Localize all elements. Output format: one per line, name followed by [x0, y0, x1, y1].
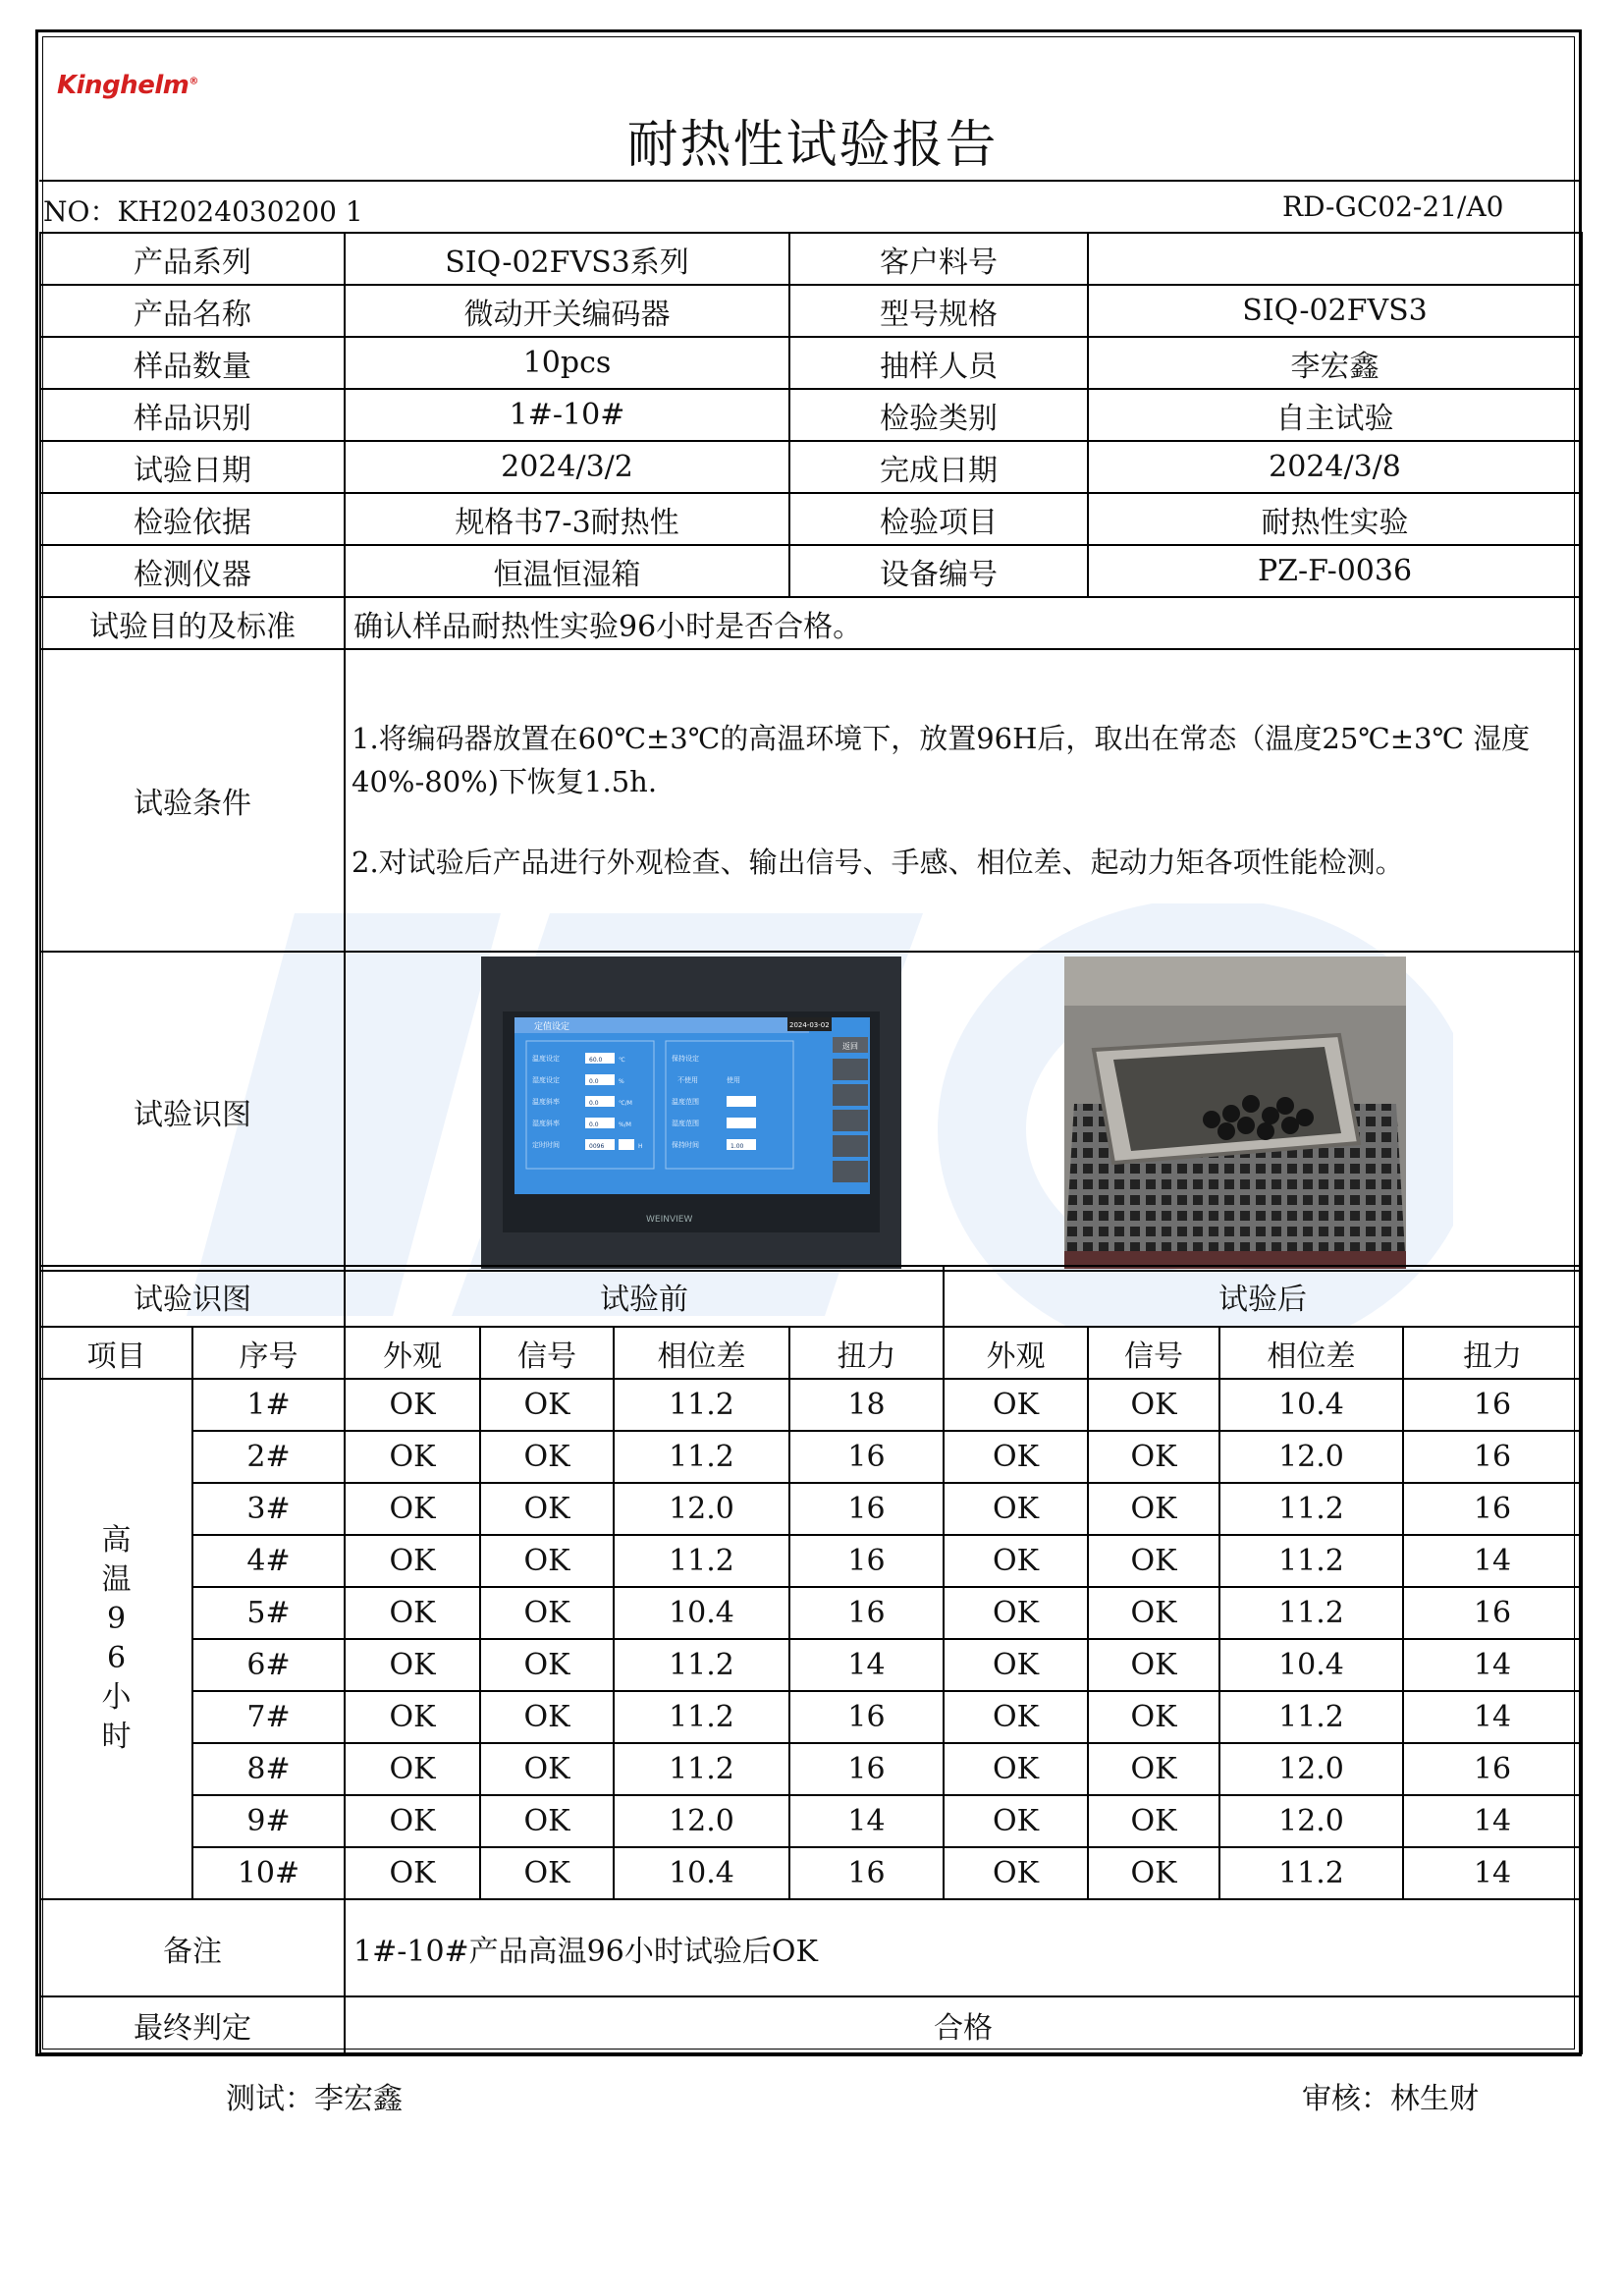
- conditions-label: 试验条件: [40, 649, 345, 952]
- after-phase-diff: 11.2: [1219, 1691, 1403, 1743]
- table-row: [40, 1847, 1582, 1899]
- after-appearance: OK: [944, 1847, 1088, 1899]
- table-row: [40, 1795, 1582, 1847]
- svg-text:%: %: [619, 1078, 624, 1085]
- purpose-label: 试验目的及标准: [40, 597, 345, 649]
- after-appearance: OK: [944, 1535, 1088, 1587]
- info-row: [40, 233, 1582, 285]
- after-torque: 16: [1403, 1483, 1582, 1535]
- before-torque: 16: [789, 1431, 944, 1483]
- after-torque: 16: [1403, 1587, 1582, 1639]
- before-signal: OK: [480, 1795, 614, 1847]
- report-title: 耐热性试验报告: [626, 116, 999, 175]
- before-appearance: OK: [345, 1743, 480, 1795]
- reviewer-signature: 审核：林生财: [1302, 2082, 1479, 2116]
- table-row: [40, 1587, 1582, 1639]
- svg-text:保持时间: 保持时间: [672, 1141, 699, 1149]
- info-label: 产品名称: [40, 285, 345, 337]
- sample-id: 2#: [192, 1431, 345, 1483]
- info-label: 产品系列: [40, 233, 345, 285]
- after-appearance: OK: [944, 1795, 1088, 1847]
- column-header: 外观: [944, 1327, 1088, 1379]
- oven-tray-photo: [1064, 957, 1406, 1269]
- column-header: 信号: [480, 1327, 614, 1379]
- after-signal: OK: [1088, 1535, 1219, 1587]
- info-label: 设备编号: [789, 545, 1088, 597]
- info-value: 自主试验: [1088, 389, 1582, 441]
- after-appearance: OK: [944, 1691, 1088, 1743]
- info-row: [40, 389, 1582, 441]
- kinghelm-logo: Kinghelm®: [57, 71, 198, 100]
- after-torque: 14: [1403, 1691, 1582, 1743]
- after-torque: 14: [1403, 1639, 1582, 1691]
- info-label: 检验类别: [789, 389, 1088, 441]
- svg-text:℃/M: ℃/M: [619, 1100, 632, 1107]
- before-torque: 16: [789, 1587, 944, 1639]
- after-signal: OK: [1088, 1587, 1219, 1639]
- before-signal: OK: [480, 1639, 614, 1691]
- info-value: 10pcs: [345, 337, 789, 389]
- info-label: 样品识别: [40, 389, 345, 441]
- before-phase-diff: 11.2: [614, 1379, 789, 1431]
- svg-text:2024-03-02: 2024-03-02: [789, 1021, 830, 1029]
- info-row: [40, 493, 1582, 545]
- before-phase-diff: 12.0: [614, 1795, 789, 1847]
- images-label: 试验识图: [40, 952, 345, 1271]
- column-header: 扭力: [789, 1327, 944, 1379]
- group-label-char: 温: [101, 1562, 132, 1597]
- sample-id: 4#: [192, 1535, 345, 1587]
- condition-item: 2.对试验后产品进行外观检查、输出信号、手感、相位差、起动力矩各项性能检测。: [352, 846, 1404, 879]
- controller-screen-photo: [481, 957, 901, 1269]
- before-signal: OK: [480, 1379, 614, 1431]
- group-label-char: 时: [101, 1720, 132, 1754]
- before-phase-diff: 10.4: [614, 1847, 789, 1899]
- before-appearance: OK: [345, 1639, 480, 1691]
- svg-text:0.0: 0.0: [589, 1121, 599, 1128]
- after-signal: OK: [1088, 1431, 1219, 1483]
- svg-text:湿度设定: 湿度设定: [532, 1076, 560, 1084]
- before-appearance: OK: [345, 1847, 480, 1899]
- svg-text:WEINVIEW: WEINVIEW: [646, 1215, 693, 1225]
- after-torque: 14: [1403, 1847, 1582, 1899]
- info-value: 规格书7-3耐热性: [345, 493, 789, 545]
- info-label: 检验项目: [789, 493, 1088, 545]
- after-header: 试验后: [944, 1266, 1582, 1327]
- before-phase-diff: 11.2: [614, 1691, 789, 1743]
- before-phase-diff: 11.2: [614, 1535, 789, 1587]
- svg-text:定时时间: 定时时间: [532, 1141, 560, 1149]
- info-table: [39, 232, 1583, 1272]
- info-value: [1088, 233, 1582, 285]
- svg-text:保持设定: 保持设定: [672, 1055, 699, 1063]
- after-torque: 14: [1403, 1795, 1582, 1847]
- after-signal: OK: [1088, 1639, 1219, 1691]
- info-label: 型号规格: [789, 285, 1088, 337]
- table-row: [40, 1535, 1582, 1587]
- info-label: 抽样人员: [789, 337, 1088, 389]
- before-signal: OK: [480, 1535, 614, 1587]
- after-appearance: OK: [944, 1431, 1088, 1483]
- after-phase-diff: 12.0: [1219, 1795, 1403, 1847]
- after-phase-diff: 11.2: [1219, 1535, 1403, 1587]
- after-appearance: OK: [944, 1379, 1088, 1431]
- sample-id: 3#: [192, 1483, 345, 1535]
- after-phase-diff: 11.2: [1219, 1587, 1403, 1639]
- info-label: 检测仪器: [40, 545, 345, 597]
- info-row: [40, 337, 1582, 389]
- before-signal: OK: [480, 1587, 614, 1639]
- before-signal: OK: [480, 1431, 614, 1483]
- before-phase-diff: 11.2: [614, 1639, 789, 1691]
- remark-text: 1#-10#产品高温96小时试验后OK: [345, 1899, 1582, 1996]
- before-appearance: OK: [345, 1795, 480, 1847]
- table-row: [40, 1431, 1582, 1483]
- info-value: PZ-F-0036: [1088, 545, 1582, 597]
- info-value: 2024/3/2: [345, 441, 789, 493]
- tester-signature: 测试：李宏鑫: [226, 2082, 403, 2116]
- group-label-char: 小: [101, 1680, 132, 1715]
- svg-text:60.0: 60.0: [589, 1057, 603, 1064]
- svg-text:0.0: 0.0: [589, 1100, 599, 1107]
- after-phase-diff: 11.2: [1219, 1847, 1403, 1899]
- info-label: 客户料号: [789, 233, 1088, 285]
- info-value: SIQ-02FVS3系列: [345, 233, 789, 285]
- before-phase-diff: 11.2: [614, 1743, 789, 1795]
- info-value: 恒温恒湿箱: [345, 545, 789, 597]
- info-label: 试验日期: [40, 441, 345, 493]
- sample-id: 9#: [192, 1795, 345, 1847]
- before-torque: 16: [789, 1535, 944, 1587]
- before-appearance: OK: [345, 1535, 480, 1587]
- svg-text:返回: 返回: [842, 1042, 858, 1051]
- after-torque: 14: [1403, 1535, 1582, 1587]
- svg-text:定值设定: 定值设定: [534, 1022, 570, 1032]
- after-torque: 16: [1403, 1743, 1582, 1795]
- svg-text:H: H: [638, 1143, 643, 1150]
- column-header: 扭力: [1403, 1327, 1582, 1379]
- after-signal: OK: [1088, 1743, 1219, 1795]
- purpose-text: 确认样品耐热性实验96小时是否合格。: [345, 597, 1582, 649]
- after-phase-diff: 12.0: [1219, 1743, 1403, 1795]
- controller-screen-image: [481, 957, 901, 1269]
- info-value: 耐热性实验: [1088, 493, 1582, 545]
- group-label-char: 6: [106, 1641, 127, 1675]
- verdict-label: 最终判定: [40, 1996, 345, 2053]
- svg-text:湿度斜率: 湿度斜率: [532, 1120, 560, 1127]
- sample-id: 1#: [192, 1379, 345, 1431]
- svg-text:温度范围: 温度范围: [672, 1098, 699, 1106]
- column-header: 序号: [192, 1327, 345, 1379]
- column-header: 相位差: [614, 1327, 789, 1379]
- table-row: [40, 1483, 1582, 1535]
- before-appearance: OK: [345, 1379, 480, 1431]
- svg-text:温度斜率: 温度斜率: [532, 1098, 560, 1106]
- before-torque: 14: [789, 1795, 944, 1847]
- table-row: [40, 1639, 1582, 1691]
- before-torque: 14: [789, 1639, 944, 1691]
- column-header: 相位差: [1219, 1327, 1403, 1379]
- before-phase-diff: 11.2: [614, 1431, 789, 1483]
- before-torque: 18: [789, 1379, 944, 1431]
- info-row: [40, 285, 1582, 337]
- document-code: RD-GC02-21/A0: [1282, 191, 1504, 223]
- table-row: [40, 1743, 1582, 1795]
- remark-label: 备注: [40, 1899, 345, 1996]
- before-appearance: OK: [345, 1483, 480, 1535]
- after-phase-diff: 10.4: [1219, 1639, 1403, 1691]
- condition-item: 1.将编码器放置在60℃±3℃的高温环境下，放置96H后，取出在常态（温度25℃±3℃ 湿度40%-80%)下恢复1.5h.: [352, 722, 1531, 798]
- after-signal: OK: [1088, 1483, 1219, 1535]
- group-label-char: 9: [106, 1602, 127, 1636]
- svg-text:℃: ℃: [619, 1057, 625, 1064]
- after-phase-diff: 11.2: [1219, 1483, 1403, 1535]
- after-torque: 16: [1403, 1379, 1582, 1431]
- before-phase-diff: 10.4: [614, 1587, 789, 1639]
- info-label: 完成日期: [789, 441, 1088, 493]
- after-phase-diff: 10.4: [1219, 1379, 1403, 1431]
- svg-text:不使用: 不使用: [677, 1076, 698, 1084]
- after-appearance: OK: [944, 1639, 1088, 1691]
- after-torque: 16: [1403, 1431, 1582, 1483]
- table-row: [40, 1379, 1582, 1431]
- after-signal: OK: [1088, 1691, 1219, 1743]
- before-phase-diff: 12.0: [614, 1483, 789, 1535]
- after-phase-diff: 12.0: [1219, 1431, 1403, 1483]
- results-table: [39, 1265, 1583, 2054]
- group-label: [40, 1379, 192, 1899]
- before-torque: 16: [789, 1743, 944, 1795]
- before-torque: 16: [789, 1847, 944, 1899]
- before-signal: OK: [480, 1691, 614, 1743]
- report-number: NO：KH2024030200 1: [43, 195, 363, 228]
- before-appearance: OK: [345, 1431, 480, 1483]
- before-torque: 16: [789, 1691, 944, 1743]
- info-value: 2024/3/8: [1088, 441, 1582, 493]
- info-row: [40, 545, 1582, 597]
- svg-text:1.00: 1.00: [730, 1143, 744, 1150]
- info-value: 1#-10#: [345, 389, 789, 441]
- before-signal: OK: [480, 1743, 614, 1795]
- test-images-cell: [345, 952, 1582, 1271]
- verdict-text: 合格: [345, 1996, 1582, 2053]
- svg-text:使用: 使用: [727, 1076, 740, 1084]
- svg-text:0096: 0096: [589, 1143, 605, 1150]
- column-header: 外观: [345, 1327, 480, 1379]
- group-label-char: 高: [101, 1523, 132, 1558]
- sample-id: 10#: [192, 1847, 345, 1899]
- oven-tray-image: [1064, 957, 1406, 1269]
- before-appearance: OK: [345, 1691, 480, 1743]
- svg-text:0.0: 0.0: [589, 1078, 599, 1085]
- after-appearance: OK: [944, 1483, 1088, 1535]
- table-row: [40, 1691, 1582, 1743]
- info-label: 样品数量: [40, 337, 345, 389]
- sample-id: 8#: [192, 1743, 345, 1795]
- before-signal: OK: [480, 1483, 614, 1535]
- before-header: 试验前: [345, 1266, 944, 1327]
- info-value: 李宏鑫: [1088, 337, 1582, 389]
- sample-id: 6#: [192, 1639, 345, 1691]
- before-torque: 16: [789, 1483, 944, 1535]
- before-appearance: OK: [345, 1587, 480, 1639]
- after-appearance: OK: [944, 1743, 1088, 1795]
- after-appearance: OK: [944, 1587, 1088, 1639]
- column-header: 项目: [40, 1327, 192, 1379]
- sample-id: 5#: [192, 1587, 345, 1639]
- info-value: 微动开关编码器: [345, 285, 789, 337]
- results-label: 试验识图: [40, 1266, 345, 1327]
- after-signal: OK: [1088, 1379, 1219, 1431]
- svg-text:湿度范围: 湿度范围: [672, 1120, 699, 1127]
- info-value: SIQ-02FVS3: [1088, 285, 1582, 337]
- column-header: 信号: [1088, 1327, 1219, 1379]
- info-label: 检验依据: [40, 493, 345, 545]
- divider: [39, 180, 1580, 182]
- info-row: [40, 441, 1582, 493]
- after-signal: OK: [1088, 1847, 1219, 1899]
- conditions-text: [345, 649, 1582, 952]
- svg-text:%/M: %/M: [619, 1121, 631, 1128]
- after-signal: OK: [1088, 1795, 1219, 1847]
- svg-text:温度设定: 温度设定: [532, 1055, 560, 1063]
- sample-id: 7#: [192, 1691, 345, 1743]
- before-signal: OK: [480, 1847, 614, 1899]
